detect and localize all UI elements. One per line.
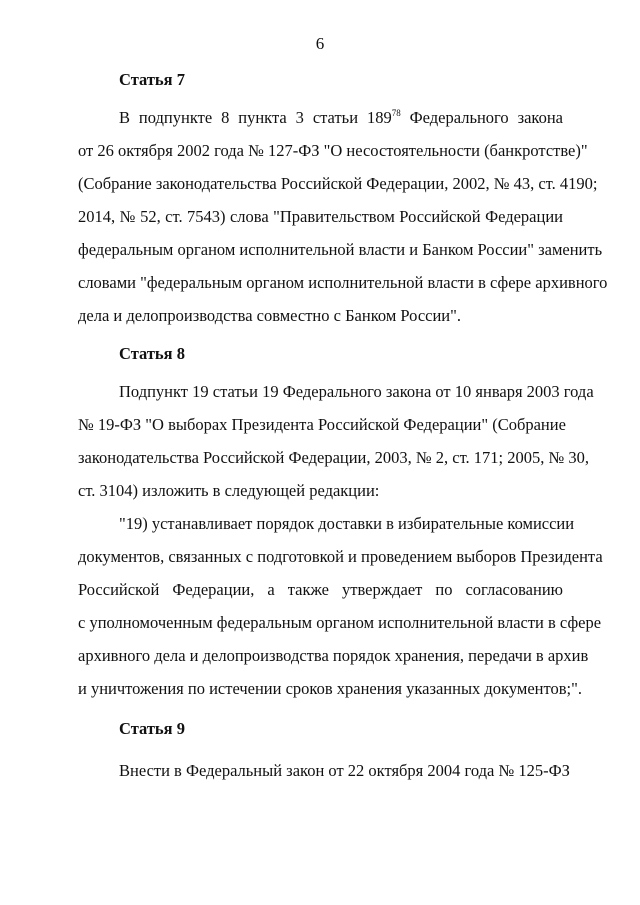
article-number-superscript: 78 bbox=[391, 108, 401, 118]
article-7-line-1-text: В подпункте 8 пункта 3 статьи 189 bbox=[119, 108, 392, 127]
article-8-line-2: № 19-ФЗ "О выборах Президента Российской Федерации" (Собрание bbox=[78, 415, 566, 434]
article-7-line-6: словами "федеральным органом исполнительной власти в сфере архивного bbox=[78, 273, 608, 292]
article-8-quote-line-6: и уничтожения по истечении сроков хранения указанных документов;". bbox=[78, 679, 582, 698]
article-7-line-3: (Собрание законодательства Российской Федерации, 2002, № 43, ст. 4190; bbox=[78, 174, 598, 193]
article-7-body bbox=[78, 101, 608, 332]
article-8-quote-line-5: архивного дела и делопроизводства порядок хранения, передачи в архив bbox=[78, 646, 589, 665]
article-9-line-1: Внести в Федеральный закон от 22 октября 2004 года № 125-ФЗ bbox=[119, 761, 570, 780]
article-8-quote-line-3: Российской Федерации, а также утверждает по согласованию bbox=[78, 580, 563, 599]
article-7-line-1-tail: Федерального закона bbox=[400, 108, 564, 127]
article-7-line-7: дела и делопроизводства совместно с Банком России". bbox=[78, 306, 461, 325]
article-8-line-4: ст. 3104) изложить в следующей редакции: bbox=[78, 481, 380, 500]
article-8-line-1: Подпункт 19 статьи 19 Федерального закона от 10 января 2003 года bbox=[119, 382, 594, 401]
article-9-body bbox=[78, 754, 570, 787]
page-number: 6 bbox=[315, 34, 325, 53]
article-7-line-4: 2014, № 52, ст. 7543) слова "Правительством Российской Федерации bbox=[78, 207, 563, 226]
article-8-quote-line-1: "19) устанавливает порядок доставки в избирательные комиссии bbox=[119, 514, 575, 533]
article-7-line-1 bbox=[78, 101, 563, 134]
article-8-quote-line-2: документов, связанных с подготовкой и проведением выборов Президента bbox=[78, 547, 603, 566]
article-8-line-3: законодательства Российской Федерации, 2003, № 2, ст. 171; 2005, № 30, bbox=[78, 448, 589, 467]
article-7-heading: Статья 7 bbox=[119, 70, 185, 89]
article-7-line-2: от 26 октября 2002 года № 127-ФЗ "О несостоятельности (банкротстве)" bbox=[78, 141, 588, 160]
article-8-quote-line-4: с уполномоченным федеральным органом исполнительной власти в сфере bbox=[78, 613, 602, 632]
article-9-heading: Статья 9 bbox=[119, 719, 185, 738]
article-7-line-5: федеральным органом исполнительной власти и Банком России" заменить bbox=[78, 240, 603, 259]
article-8-body bbox=[78, 375, 603, 705]
article-8-heading: Статья 8 bbox=[119, 344, 185, 363]
